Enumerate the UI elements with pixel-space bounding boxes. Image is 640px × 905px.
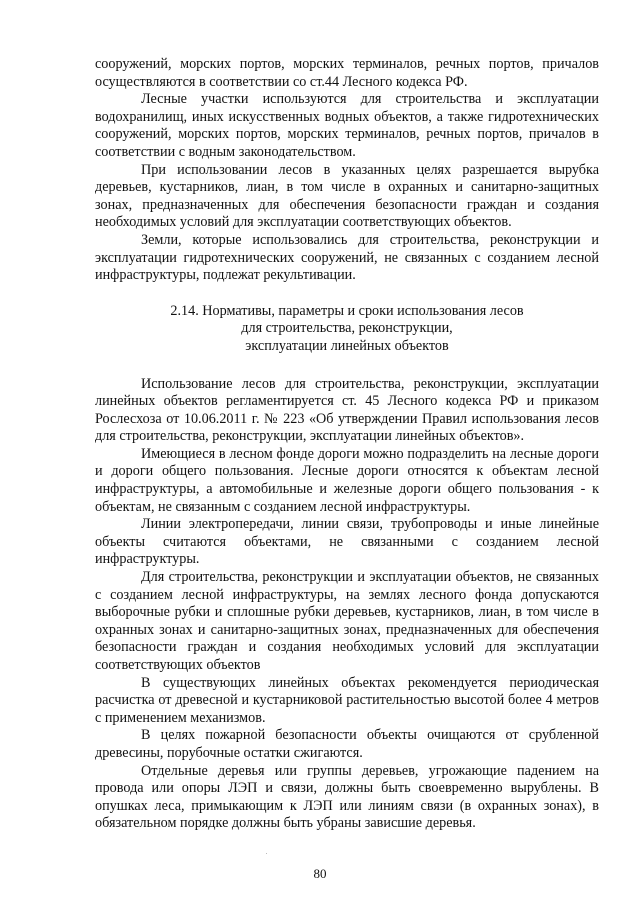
paragraph: Использование лесов для строительства, реконструкции, эксплуатации линейных объектов регламентируется ст. 45 Лесного кодекса РФ и приказом Рослесхоза от 10.06.2011 г. № 223 «Об утверждении Правил использования лесов для строительства, реконструкции, эксплуатации линейных объектов». (95, 375, 599, 445)
paragraph: Лесные участки используются для строительства и эксплуатации водохранилищ, иных искусственных водных объектов, а также гидротехнических сооружений, морских портов, морских терминалов, речных портов, причалов в соответствии с водным законодательством. (95, 91, 599, 160)
paragraph: Земли, которые использовались для строительства, реконструкции и эксплуатации гидротехнических сооружений, не связанных с созданием лесной инфраструктуры, подлежат рекультивации. (95, 231, 599, 284)
paragraph: Линии электропередачи, линии связи, трубопроводы и иные линейные объекты считаются объектами, не связанными с созданием лесной инфраструктуры. (95, 516, 599, 568)
paragraph-continuation: сооружений, морских портов, морских терминалов, речных портов, причалов осуществляются в соответствии со ст.44 Лесного кодекса РФ. (95, 56, 599, 90)
body-text (95, 56, 599, 833)
scan-mark (266, 853, 267, 854)
paragraph: Для строительства, реконструкции и эксплуатации объектов, не связанных с созданием лесной инфраструктуры, на землях лесного фонда допускаются выборочные рубки и сплошные рубки деревьев, кустарников, лиан, в том числе в охранных зонах и санитарно-защитных зонах, предназначенных для обеспечения безопасности граждан и создания необходимых условий для эксплуатации соответствующих объектов (95, 569, 599, 673)
section-heading-line: эксплуатации линейных объектов (245, 337, 449, 354)
section-heading-line: 2.14. Нормативы, параметры и сроки использования лесов (170, 302, 524, 319)
paragraph: Отдельные деревья или группы деревьев, угрожающие падением на провода или опоры ЛЭП и связи, должны быть своевременно вырублены. В опушках леса, примыкающим к ЛЭП или линиям связи (в охранных зонах), в обязательном порядке должны быть убраны зависшие деревья. (95, 762, 599, 832)
paragraph: В целях пожарной безопасности объекты очищаются от срубленной древесины, порубочные остатки сжигаются. (95, 727, 599, 761)
section-heading (95, 303, 599, 356)
paragraph: При использовании лесов в указанных целях разрешается вырубка деревьев, кустарников, лиан, в том числе в охранных и санитарно-защитных зонах, предназначенных для обеспечения безопасности граждан и создания необходимых условий для эксплуатации соответствующих объектов. (95, 161, 599, 231)
paragraph: В существующих линейных объектах рекомендуется периодическая расчистка от древесной и кустарниковой растительностью высотой более 4 метров с применением механизмов. (95, 674, 599, 726)
paragraph: Имеющиеся в лесном фонде дороги можно подразделить на лесные дороги и дороги общего пользования. Лесные дороги относятся к объектам лесной инфраструктуры, а автомобильные и железные дороги общего пользования - к объектам, не связанным с созданием лесной инфраструктуры. (95, 445, 599, 515)
page-number: 80 (313, 866, 327, 881)
section-heading-line: для строительства, реконструкции, (241, 320, 453, 337)
